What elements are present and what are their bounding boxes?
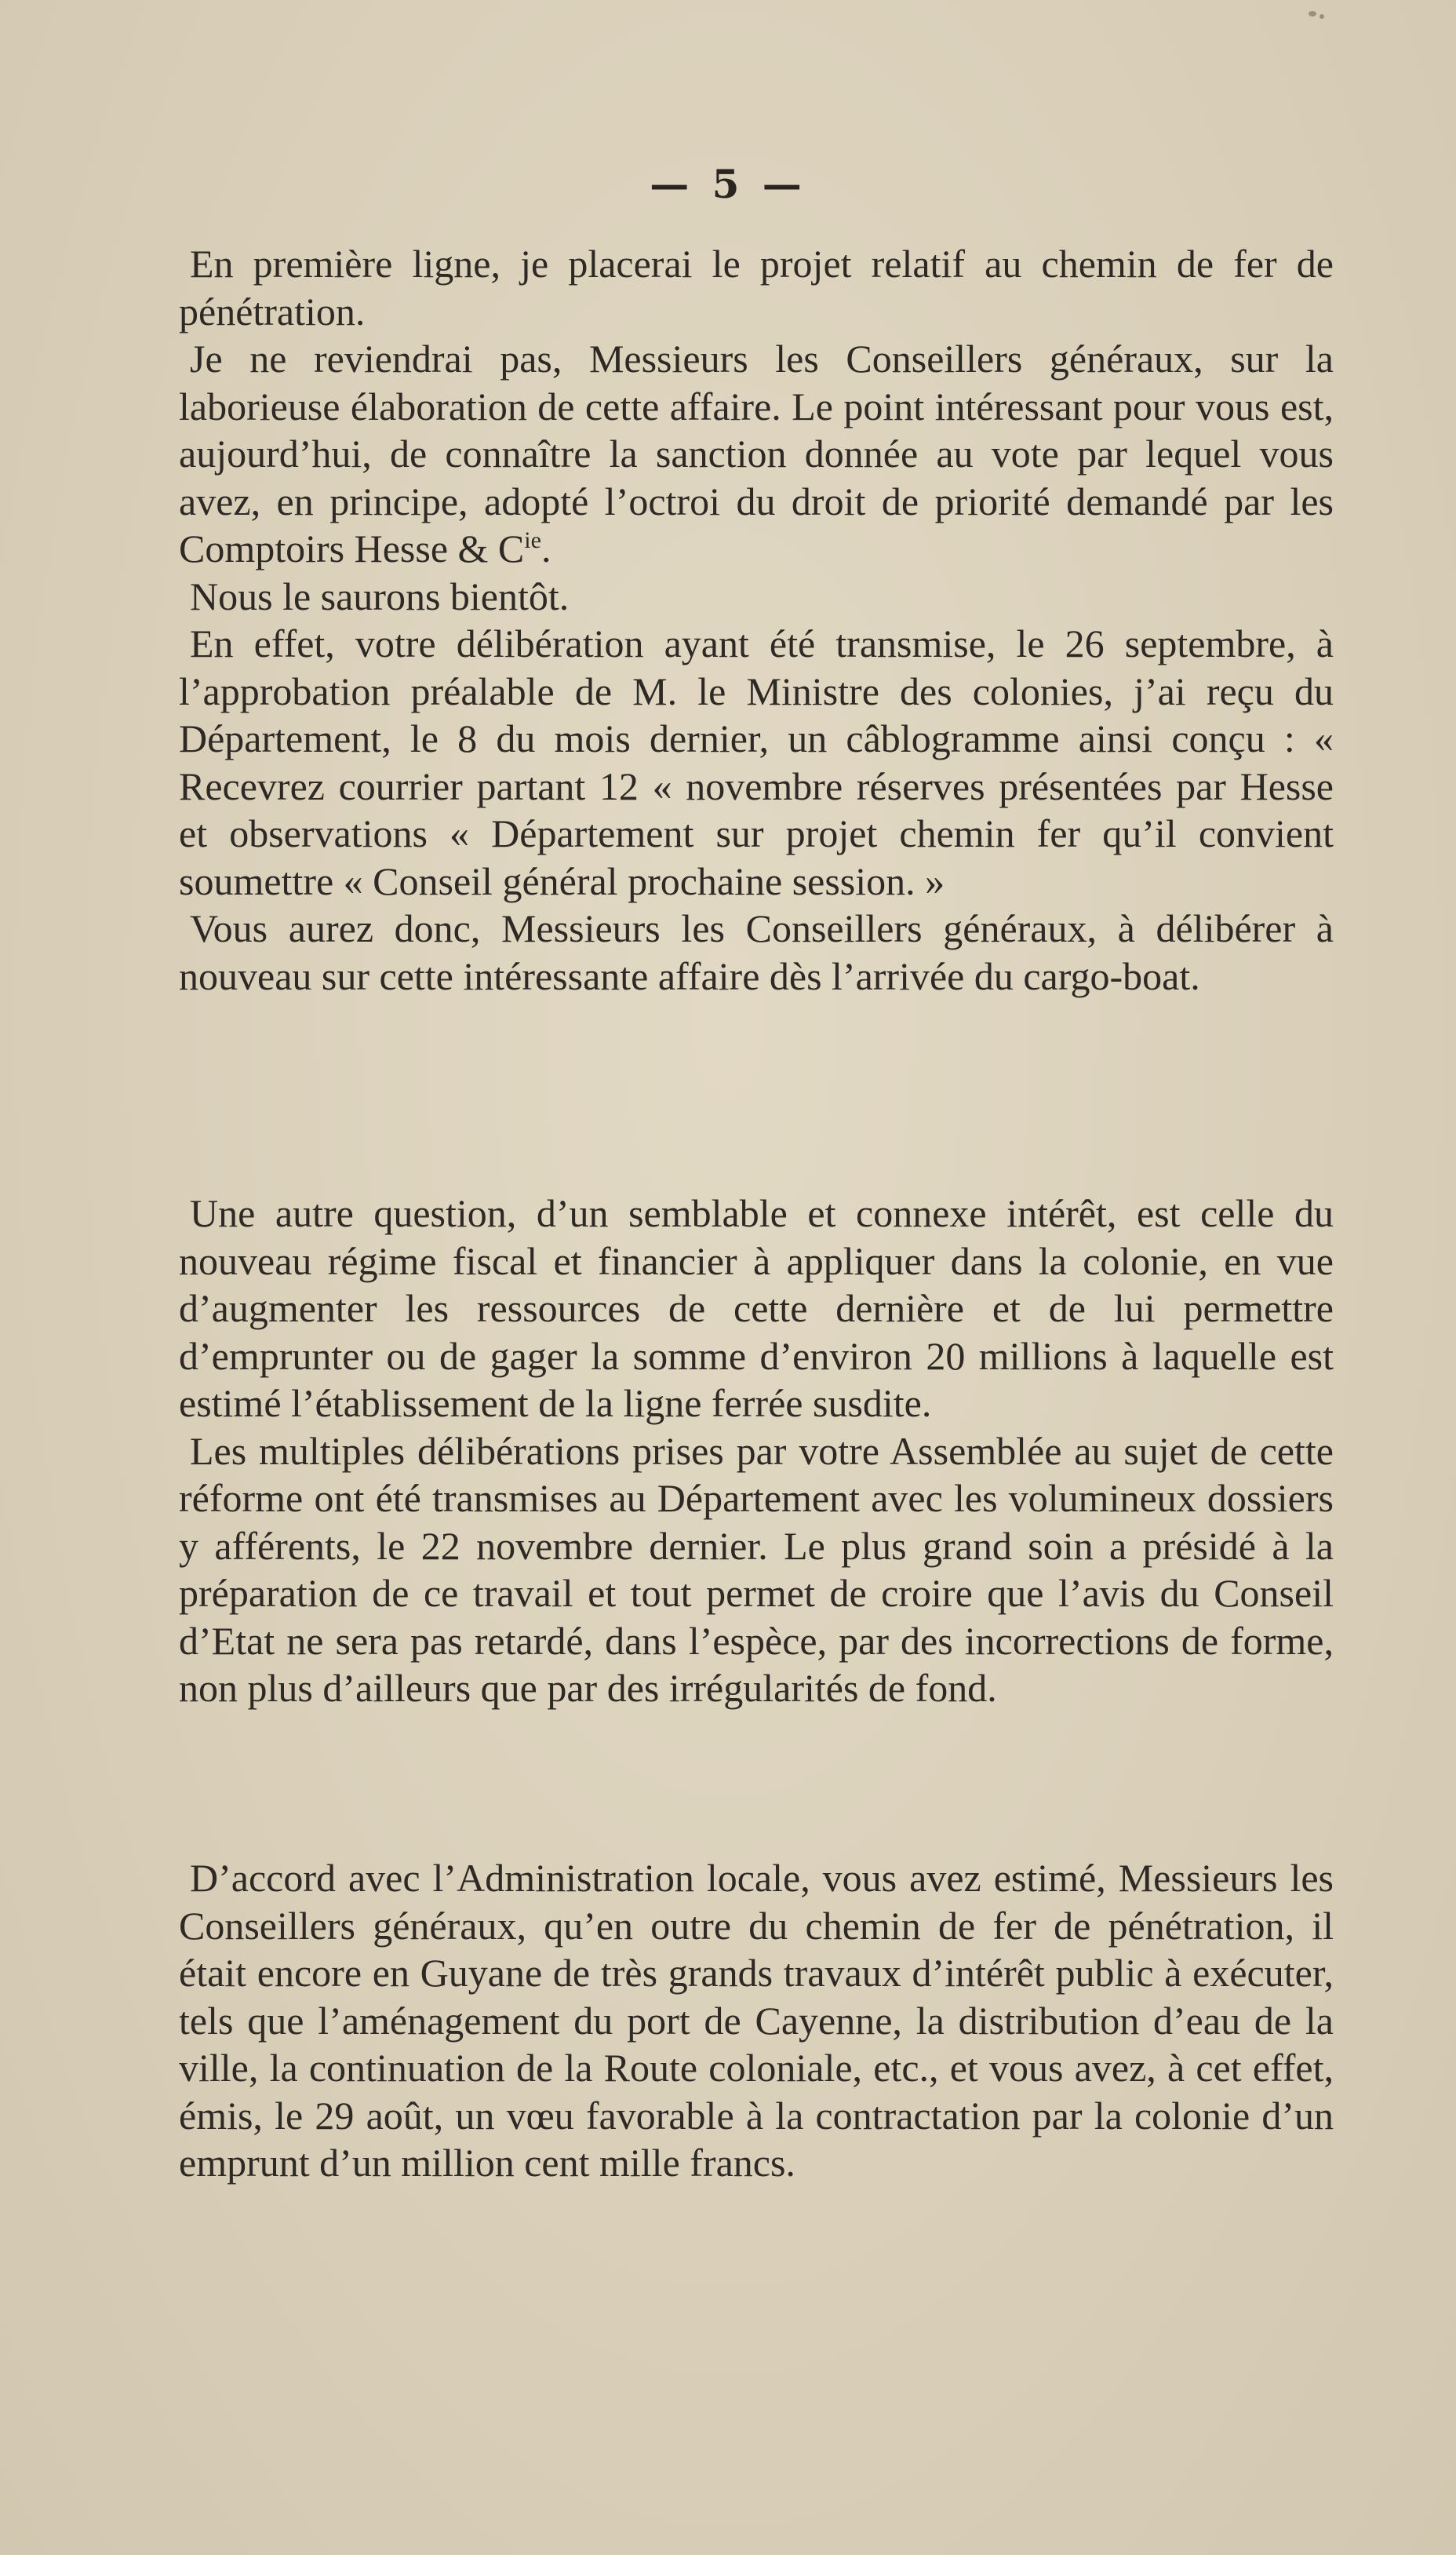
superscript: ie — [524, 527, 541, 553]
ink-speck — [1309, 11, 1316, 16]
page-number: — 5 — — [650, 161, 806, 207]
ink-speck — [1320, 14, 1324, 19]
paragraph: En première ligne, je placerai le projet relatif au chemin de fer de pénétration. — [179, 242, 1334, 333]
paragraph-text: Je ne reviendrai pas, Messieurs les Conseillers généraux, sur la laborieuse élaboration de cette affaire. Le point intéressant pour vous est, aujourd’hui, de connaître la sanction donnée au vote par lequel vous avez, en principe, adopté l’octroi du droit de priorité demandé par les Comptoirs Hesse & C — [179, 337, 1334, 570]
paragraph-text-end: . — [541, 527, 551, 570]
paragraph: D’accord avec l’Administration locale, vous avez estimé, Messieurs les Conseillers généraux, qu’en outre du chemin de fer de pénétration, il était encore en Guyane de très grands travaux d’intérêt public à exécuter, tels que l’aménagement du port de Cayenne, la distribution d’eau de la ville, la continuation de la Route coloniale, etc., et vous avez, à cet effet, émis, le 29 août, un vœu favorable à la contractation par la colonie d’un emprunt d’un million cent mille francs. — [179, 1856, 1334, 2185]
text-section-public-works — [179, 1854, 1334, 2187]
paragraph — [179, 335, 1334, 573]
paragraph: Vous aurez donc, Messieurs les Conseillers généraux, à délibérer à nouveau sur cette intéressante affaire dès l’arrivée du cargo-boat. — [179, 906, 1334, 998]
text-section-railway — [179, 240, 1334, 1000]
paragraph: Nous le saurons bientôt. — [190, 574, 570, 618]
paragraph: Les multiples délibérations prises par votre Assemblée au sujet de cette réforme ont été transmises au Département avec les volumineux dossiers y afférents, le 22 novembre dernier. Le plus grand soin a présidé à la préparation de ce travail et tout permet de croire que l’avis du Conseil d’Etat ne sera pas retardé, dans l’espèce, par des incorrections de forme, non plus d’ailleurs que par des irrégularités de fond. — [179, 1428, 1334, 1710]
text-section-fiscal-regime — [179, 1190, 1334, 1712]
paragraph: En effet, votre délibération ayant été transmise, le 26 septembre, à l’approbation préalable de M. le Ministre des colonies, j’ai reçu du Département, le 8 du mois dernier, un câblogramme ainsi conçu : « Recevrez courrier partant 12 « novembre réserves présentées par Hesse et observations « Département sur projet chemin fer qu’il convient soumettre « Conseil général prochaine session. » — [179, 621, 1334, 903]
paragraph: Une autre question, d’un semblable et connexe intérêt, est celle du nouveau régime fiscal et financier à appliquer dans la colonie, en vue d’augmenter les ressources de cette dernière et de lui permettre d’emprunter ou de gager la somme d’environ 20 millions à laquelle est estimé l’établissement de la ligne ferrée susdite. — [179, 1191, 1334, 1425]
